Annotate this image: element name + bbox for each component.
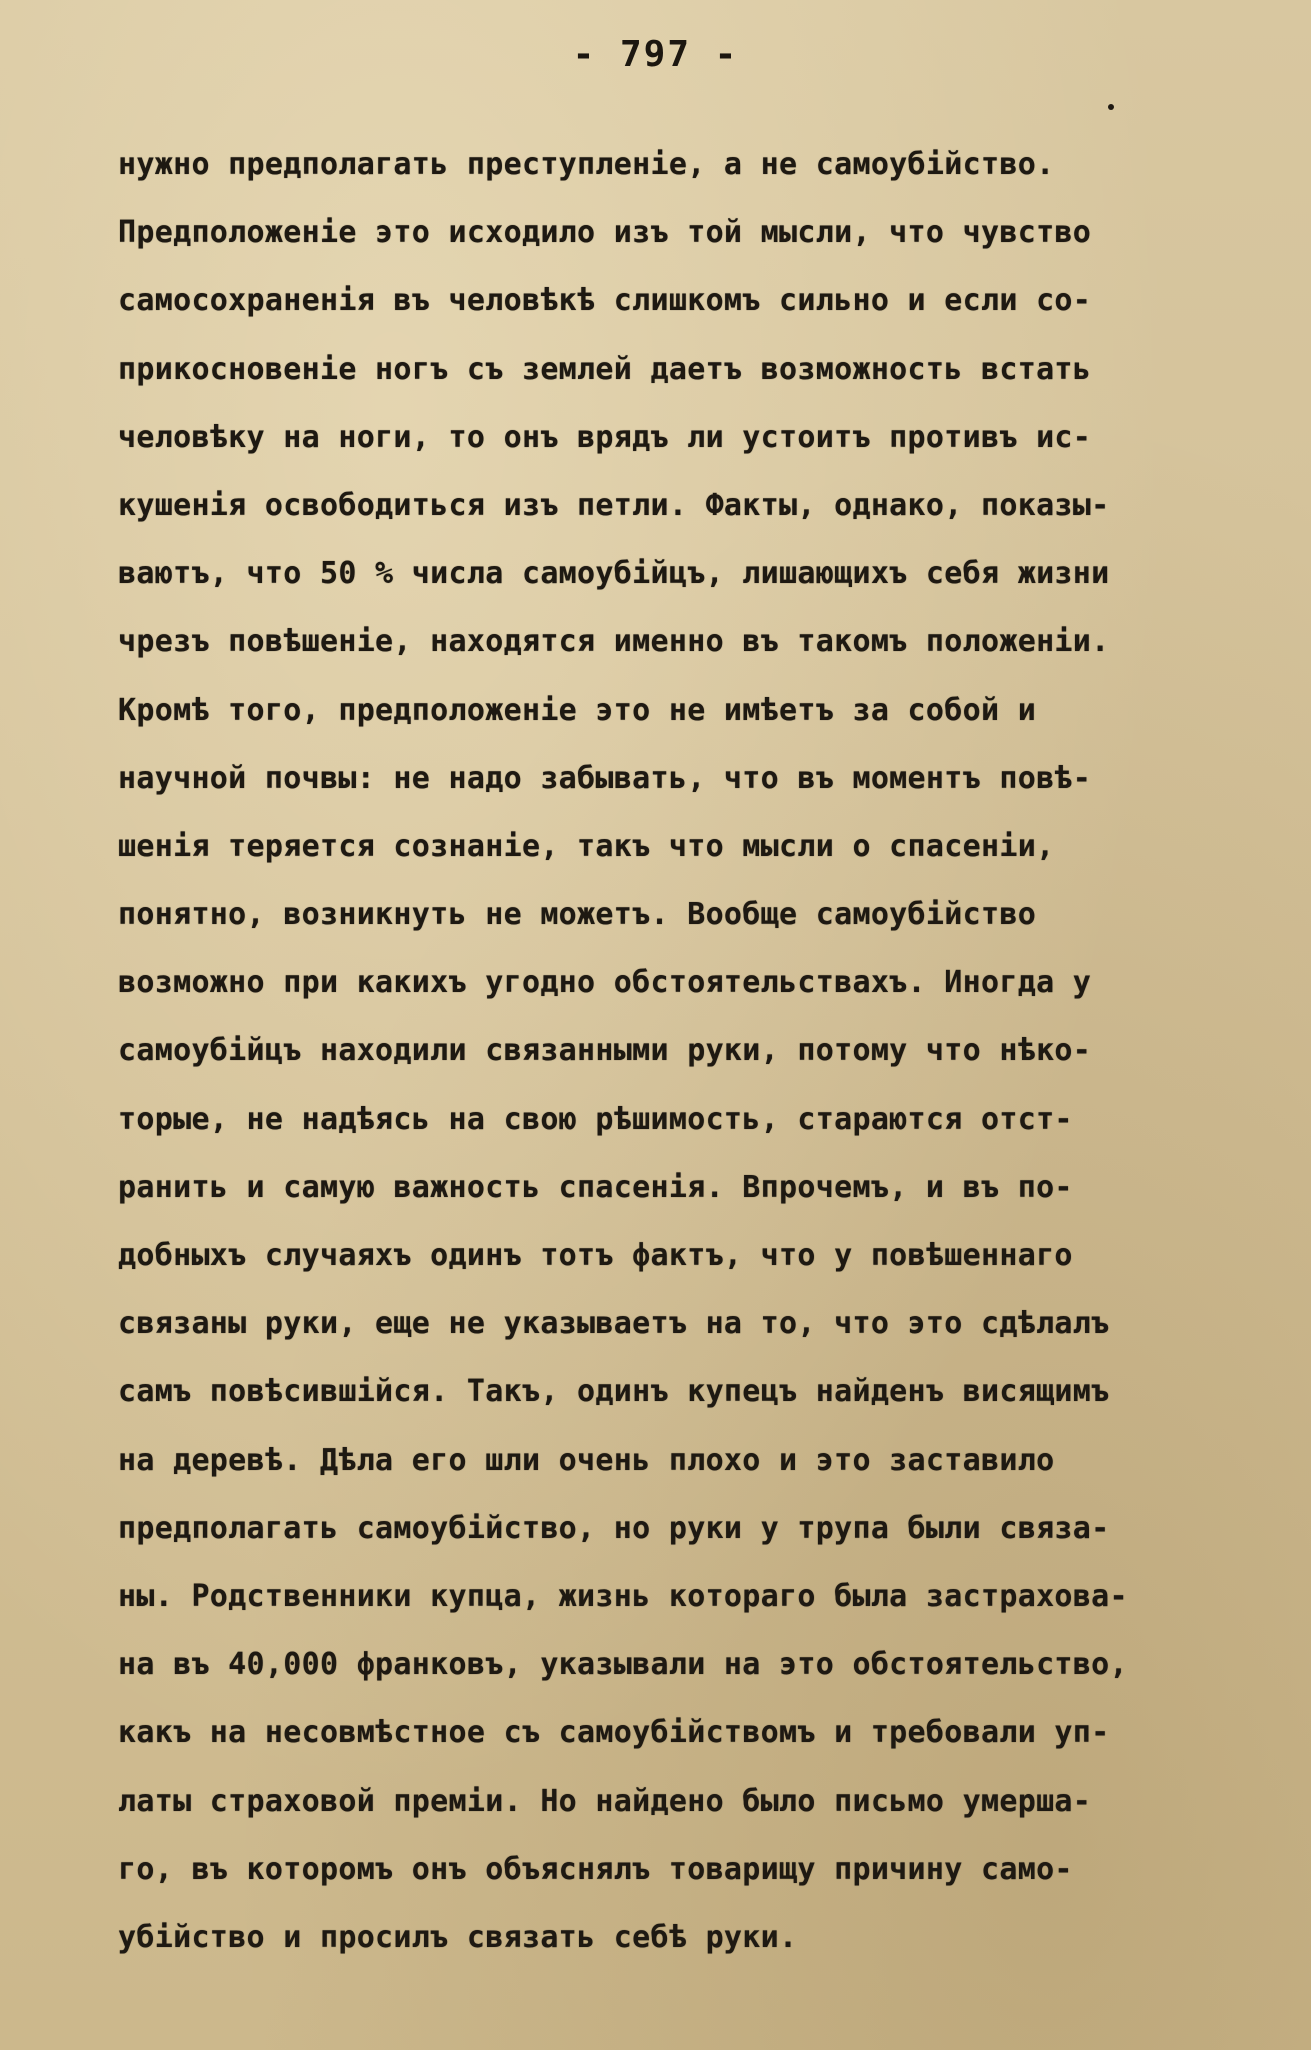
text-line: какъ на несовмѣстное съ самоубійствомъ и требовали уп- xyxy=(118,1715,1110,1751)
text-line: научной почвы: не надо забывать, что въ моментъ повѣ- xyxy=(118,760,1092,796)
text-line: прикосновеніе ногъ съ землей даетъ возможность встать xyxy=(118,351,1092,387)
text-line: самоубійцъ находили связанными руки, потому что нѣко- xyxy=(118,1033,1092,1069)
text-line: Кромѣ того, предположеніе это не имѣетъ за собой и xyxy=(118,692,1037,728)
text-line: на деревѣ. Дѣла его шли очень плохо и это заставило xyxy=(118,1442,1055,1478)
text-line: предполагать самоубійство, но руки у трупа были связа- xyxy=(118,1510,1110,1546)
text-line: возможно при какихъ угодно обстоятельствахъ. Иногда у xyxy=(118,965,1092,1001)
text-line: го, въ которомъ онъ объяснялъ товарищу причину само- xyxy=(118,1851,1073,1887)
text-line: убійство и просилъ связать себѣ руки. xyxy=(118,1919,798,1955)
text-line: торые, не надѣясь на свою рѣшимость, стараются отст- xyxy=(118,1101,1073,1137)
text-line: самосохраненія въ человѣкѣ слишкомъ сильно и если со- xyxy=(118,283,1092,319)
text-line: шенія теряется сознаніе, такъ что мысли о спасеніи, xyxy=(118,828,1055,864)
text-line: латы страховой преміи. Но найдено было письмо умерша- xyxy=(118,1783,1092,1819)
text-line: связаны руки, еще не указываетъ на то, что это сдѣлалъ xyxy=(118,1306,1110,1342)
text-line: ранить и самую важность спасенія. Впрочемъ, и въ по- xyxy=(118,1169,1073,1205)
text-line: Предположеніе это исходило изъ той мысли, что чувство xyxy=(118,215,1092,251)
text-line: кушенія освободиться изъ петли. Факты, однако, показы- xyxy=(118,487,1110,523)
text-line: ваютъ, что 50 % числа самоубійцъ, лишающихъ себя жизни xyxy=(118,556,1110,592)
text-line: на въ 40,000 франковъ, указывали на это обстоятельство, xyxy=(118,1647,1128,1683)
text-line: ны. Родственники купца, жизнь котораго была застрахова- xyxy=(118,1578,1128,1614)
page-number: - 797 - xyxy=(572,34,739,75)
text-line: понятно, возникнуть не можетъ. Вообще самоубійство xyxy=(118,897,1037,933)
ink-speck xyxy=(1108,104,1114,110)
text-line: добныхъ случаяхъ одинъ тотъ фактъ, что у повѣшеннаго xyxy=(118,1238,1073,1273)
text-line: нужно предполагать преступленіе, а не самоубійство. xyxy=(118,147,1055,182)
text-line: самъ повѣсившійся. Такъ, одинъ купецъ найденъ висящимъ xyxy=(118,1374,1110,1410)
text-line: человѣку на ноги, то онъ врядъ ли устоитъ противъ ис- xyxy=(118,419,1092,455)
text-line: чрезъ повѣшеніе, находятся именно въ такомъ положеніи. xyxy=(118,624,1110,660)
body-text xyxy=(118,131,1258,1972)
